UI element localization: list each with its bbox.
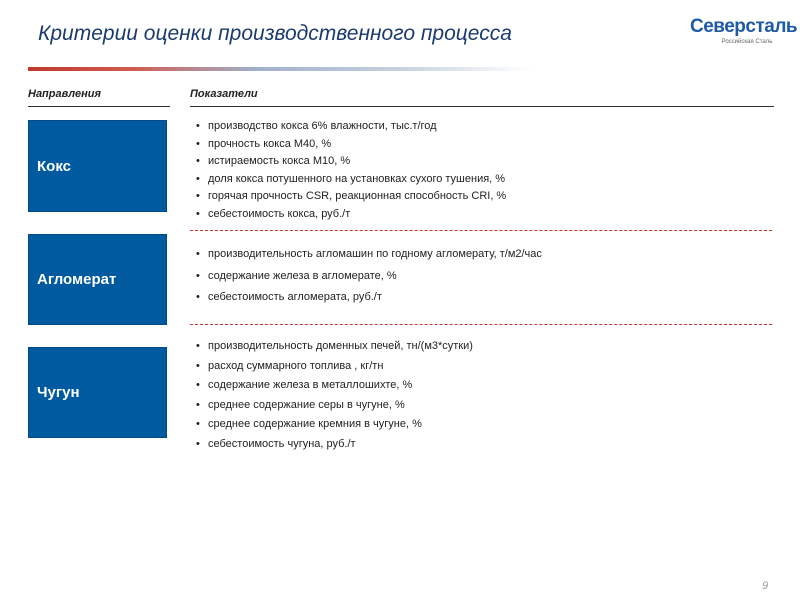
list-item: • расход суммарного топлива , кг/тн (196, 357, 473, 377)
list-item: • горячая прочность CSR, реакционная способность CRI, % (196, 188, 506, 206)
logo-tagline: Российская Сталь (721, 39, 773, 45)
list-item: • себестоимость агломерата, руб./т (196, 287, 542, 309)
list-item: • среднее содержание кремния в чугуне, % (196, 415, 473, 435)
indicator-list-agglomerate (196, 244, 542, 309)
page-number: 9 (762, 580, 769, 592)
category-label: Кокс (37, 157, 71, 175)
indicators-header-rule (190, 106, 774, 107)
logo-wordmark: Северсталь (690, 16, 798, 37)
category-box-pig-iron (28, 347, 167, 438)
list-item: • себестоимость чугуна, руб./т (196, 435, 473, 455)
list-item: • прочность кокса М40, % (196, 136, 506, 154)
section-divider (190, 324, 772, 325)
list-item: • производство кокса 6% влажности, тыс.т/год (196, 118, 506, 136)
list-item: • содержание железа в металлошихте, % (196, 376, 473, 396)
directions-header: Направления (28, 88, 101, 100)
list-item: • себестоимость кокса, руб./т (196, 206, 506, 224)
list-item: • производительность агломашин по годному агломерату, т/м2/час (196, 244, 542, 266)
section-divider (190, 230, 772, 231)
indicator-list-pig-iron (196, 337, 473, 454)
list-item: • истираемость кокса М10, % (196, 153, 506, 171)
category-label: Агломерат (37, 271, 117, 288)
list-item: • среднее содержание серы в чугуне, % (196, 396, 473, 416)
category-label: Чугун (37, 384, 80, 401)
category-box-agglomerate (28, 234, 167, 325)
list-item: • производительность доменных печей, тн/(м3*сутки) (196, 337, 473, 357)
category-box-coke (28, 120, 167, 212)
list-item: • доля кокса потушенного на установках сухого тушения, % (196, 171, 506, 189)
severstal-logo (690, 16, 798, 56)
slide-title: Критерии оценки производственного процесса (38, 22, 512, 45)
title-underline (28, 67, 532, 71)
directions-header-rule (28, 106, 170, 107)
list-item: • содержание железа в агломерате, % (196, 266, 542, 288)
indicator-list-coke (196, 118, 506, 224)
indicators-header: Показатели (190, 88, 258, 100)
